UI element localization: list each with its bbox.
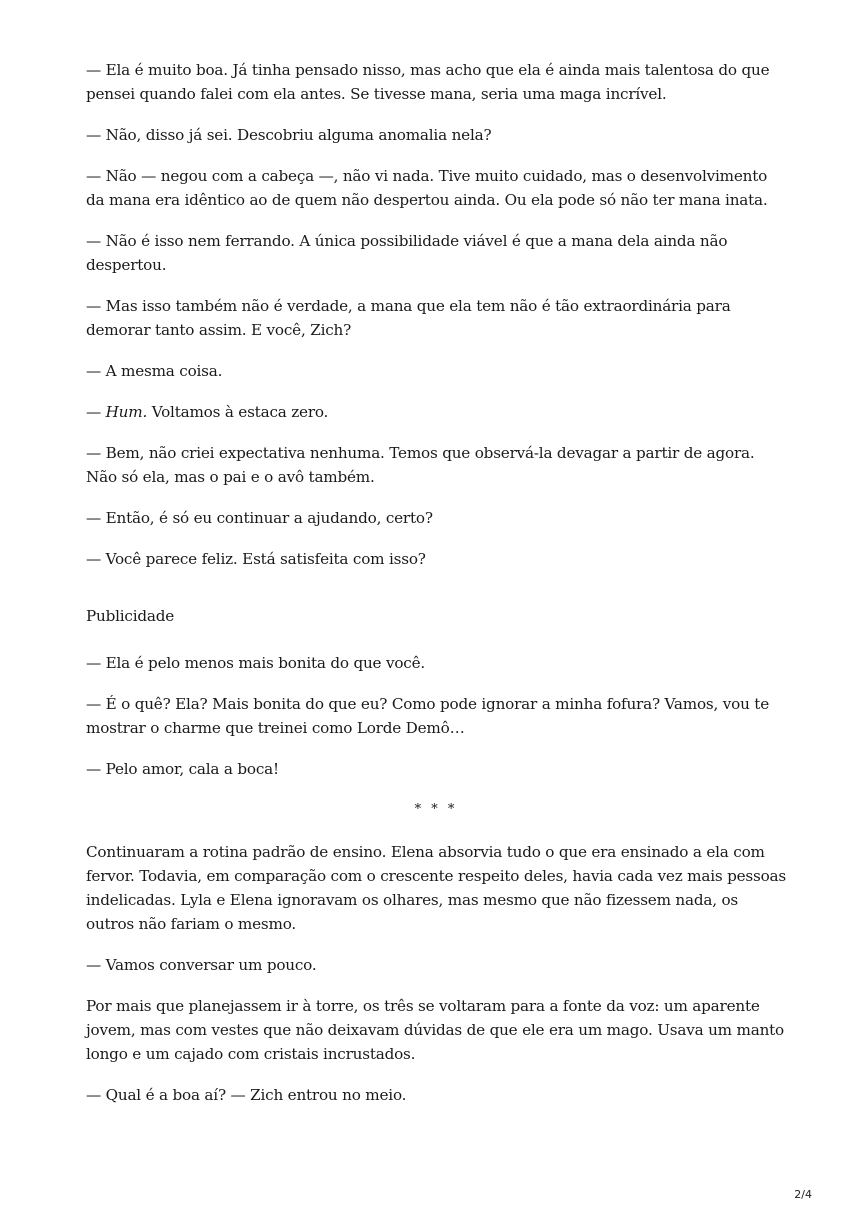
scene-separator: * * *: [414, 802, 458, 817]
paragraph-rest: Voltamos à estaca zero.: [147, 403, 329, 421]
paragraph: — Qual é a boa aí? — Zich entrou no meio.: [86, 1086, 407, 1104]
ad-label: Publicidade: [86, 607, 175, 625]
dialogue-dash: —: [86, 403, 106, 421]
paragraph: — Não — negou com a cabeça —, não vi nada. Tive muito cuidado, mas o desenvolvimento da mana era idêntico ao de quem não despertou ainda. Ou ela pode só não ter mana inata.: [86, 167, 768, 209]
paragraph: — Então, é só eu continuar a ajudando, certo?: [86, 509, 433, 527]
paragraph: — Não, disso já sei. Descobriu alguma anomalia nela?: [86, 126, 492, 144]
paragraph: — Ela é muito boa. Já tinha pensado nisso, mas acho que ela é ainda mais talentosa do que pensei quando falei com ela antes. Se tivesse mana, seria uma maga incrível.: [86, 61, 770, 103]
paragraph: — Ela é pelo menos mais bonita do que você.: [86, 654, 426, 672]
paragraph: Por mais que planejassem ir à torre, os três se voltaram para a fonte da voz: um aparente jovem, mas com vestes que não deixavam dúvidas de que ele era um mago. Usava um manto longo e um cajado com cristais incrustados.: [86, 997, 784, 1063]
paragraph: — A mesma coisa.: [86, 362, 223, 380]
paragraph: — Pelo amor, cala a boca!: [86, 760, 279, 778]
document-body: [86, 58, 786, 1124]
emphasis-text: Hum.: [105, 403, 148, 421]
paragraph: — Mas isso também não é verdade, a mana que ela tem não é tão extraordinária para demorar tanto assim. E você, Zich?: [86, 297, 731, 339]
paragraph: — Não é isso nem ferrando. A única possibilidade viável é que a mana dela ainda não despertou.: [86, 232, 728, 274]
paragraph: — Bem, não criei expectativa nenhuma. Temos que observá-la devagar a partir de agora. Não só ela, mas o pai e o avô também.: [86, 444, 755, 486]
paragraph: — É o quê? Ela? Mais bonita do que eu? Como pode ignorar a minha fofura? Vamos, vou te mostrar o charme que treinei como Lorde Demô…: [86, 695, 769, 737]
paragraph: [86, 400, 786, 424]
paragraph: Continuaram a rotina padrão de ensino. Elena absorvia tudo o que era ensinado a ela com fervor. Todavia, em comparação com o crescente respeito deles, havia cada vez mais pessoas indelicadas. Lyla e Elena ignoravam os olhares, mas mesmo que não fizessem nada, os outros não fariam o mesmo.: [86, 843, 786, 933]
paragraph: — Você parece feliz. Está satisfeita com isso?: [86, 550, 426, 568]
page-number: 2/4: [794, 1188, 812, 1201]
paragraph: — Vamos conversar um pouco.: [86, 956, 317, 974]
